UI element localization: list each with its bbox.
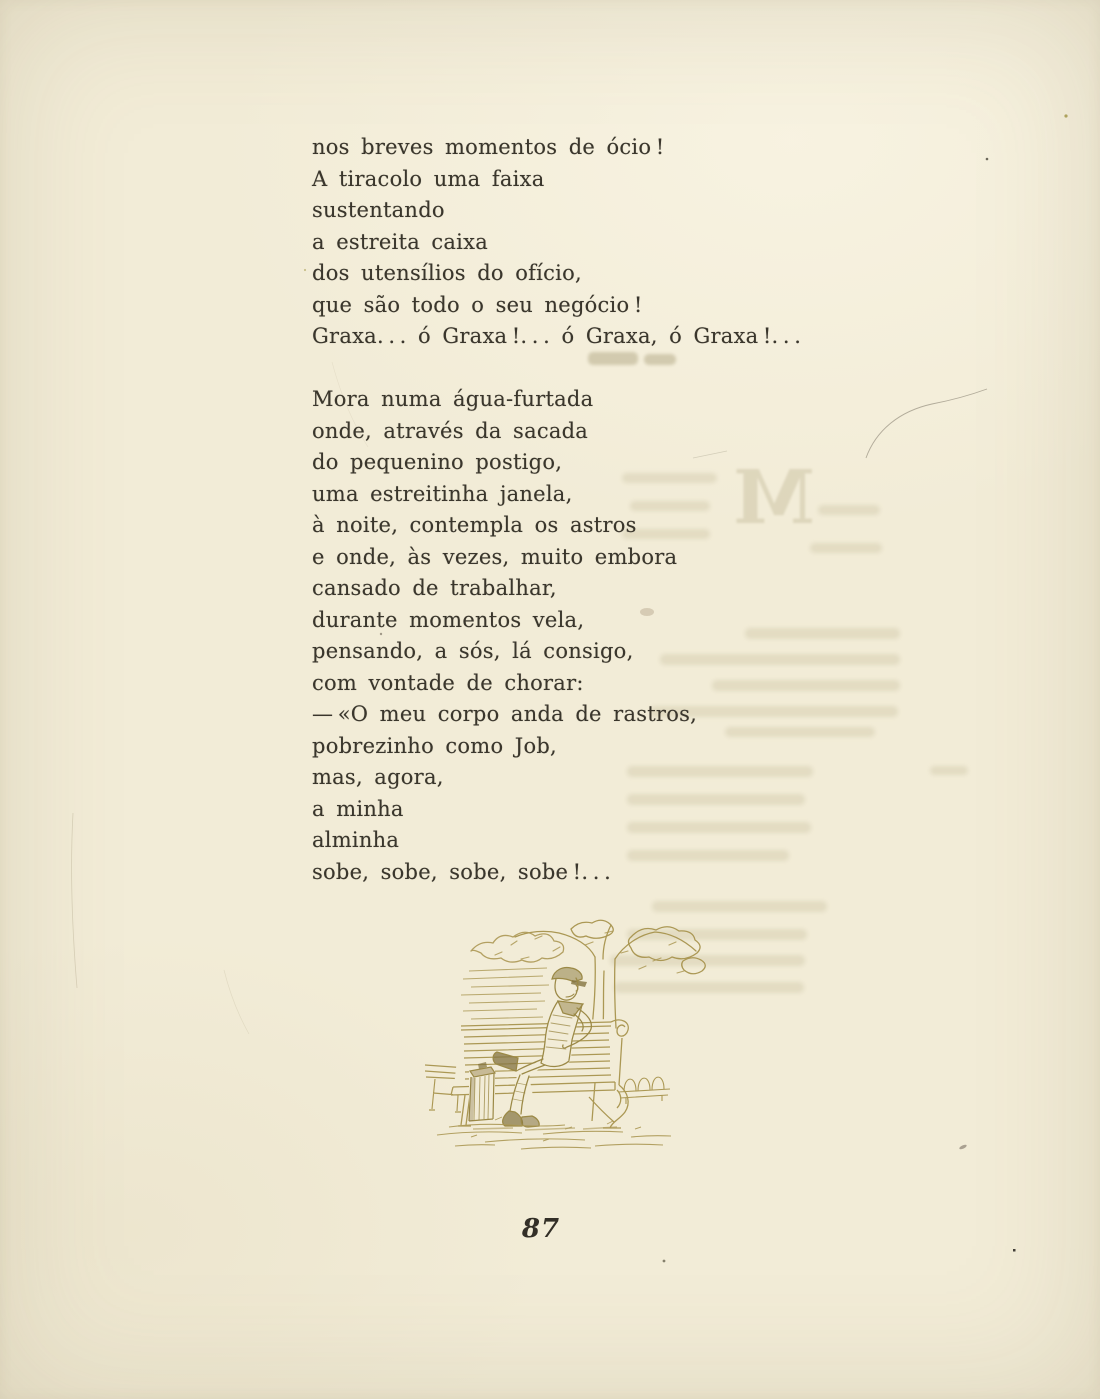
poem-line: alminha [312, 828, 400, 852]
bleedthrough-line [818, 505, 880, 515]
stanza-gap [312, 353, 801, 385]
background-hatching [461, 968, 549, 1026]
poem-line: sobe, sobe, sobe, sobe !. . . [312, 859, 612, 884]
poem-line: à noite, contempla os astros [312, 513, 637, 537]
poem-line: e onde, às vezes, muito embora [312, 544, 678, 569]
bleedthrough-dropcap: M [733, 455, 815, 541]
poem [312, 132, 801, 888]
bleedthrough-line [810, 543, 882, 553]
poem-line: cansado de trabalhar, [312, 576, 557, 600]
poem-line: durante momentos vela, [312, 607, 585, 632]
poem-line: A tiracolo uma faixa [312, 166, 545, 191]
poem-line: mas, agora, [312, 765, 444, 789]
poem-line: onde, através da sacada [312, 418, 589, 443]
shoeshine-box [469, 1062, 495, 1121]
poem-line: — «O meu corpo anda de rastros, [312, 702, 698, 726]
park-bench-illustration [425, 915, 745, 1165]
poem-line: que são todo o seu negócio ! [312, 292, 643, 317]
poem-line: com vontade de chorar: [312, 670, 584, 695]
wire-loops [618, 1077, 670, 1104]
poem-line: sustentando [312, 198, 445, 222]
bleedthrough-line [652, 901, 827, 912]
bleedthrough-line [930, 766, 968, 775]
poem-line: pobrezinho como Job, [312, 733, 557, 758]
poem-line: nos breves momentos de ócio ! [312, 135, 665, 159]
page-number: 87 [521, 1214, 561, 1244]
poem-line: do pequenino postigo, [312, 450, 563, 474]
poem-line: pensando, a sós, lá consigo, [312, 639, 634, 663]
ground [437, 1117, 671, 1149]
poem-line: a minha [312, 796, 404, 821]
poem-line: Graxa. . . ó Graxa !. . . ó Graxa, ó Graxa !. . . [312, 324, 802, 348]
stanza-1 [312, 132, 801, 353]
poem-line: a estreita caixa [312, 229, 489, 254]
stanza-2 [312, 384, 801, 888]
poem-line: dos utensílios do ofício, [312, 261, 582, 285]
poem-line: Mora numa água-furtada [312, 387, 594, 411]
poem-line: uma estreitinha janela, [312, 481, 573, 506]
tree [471, 920, 705, 1028]
